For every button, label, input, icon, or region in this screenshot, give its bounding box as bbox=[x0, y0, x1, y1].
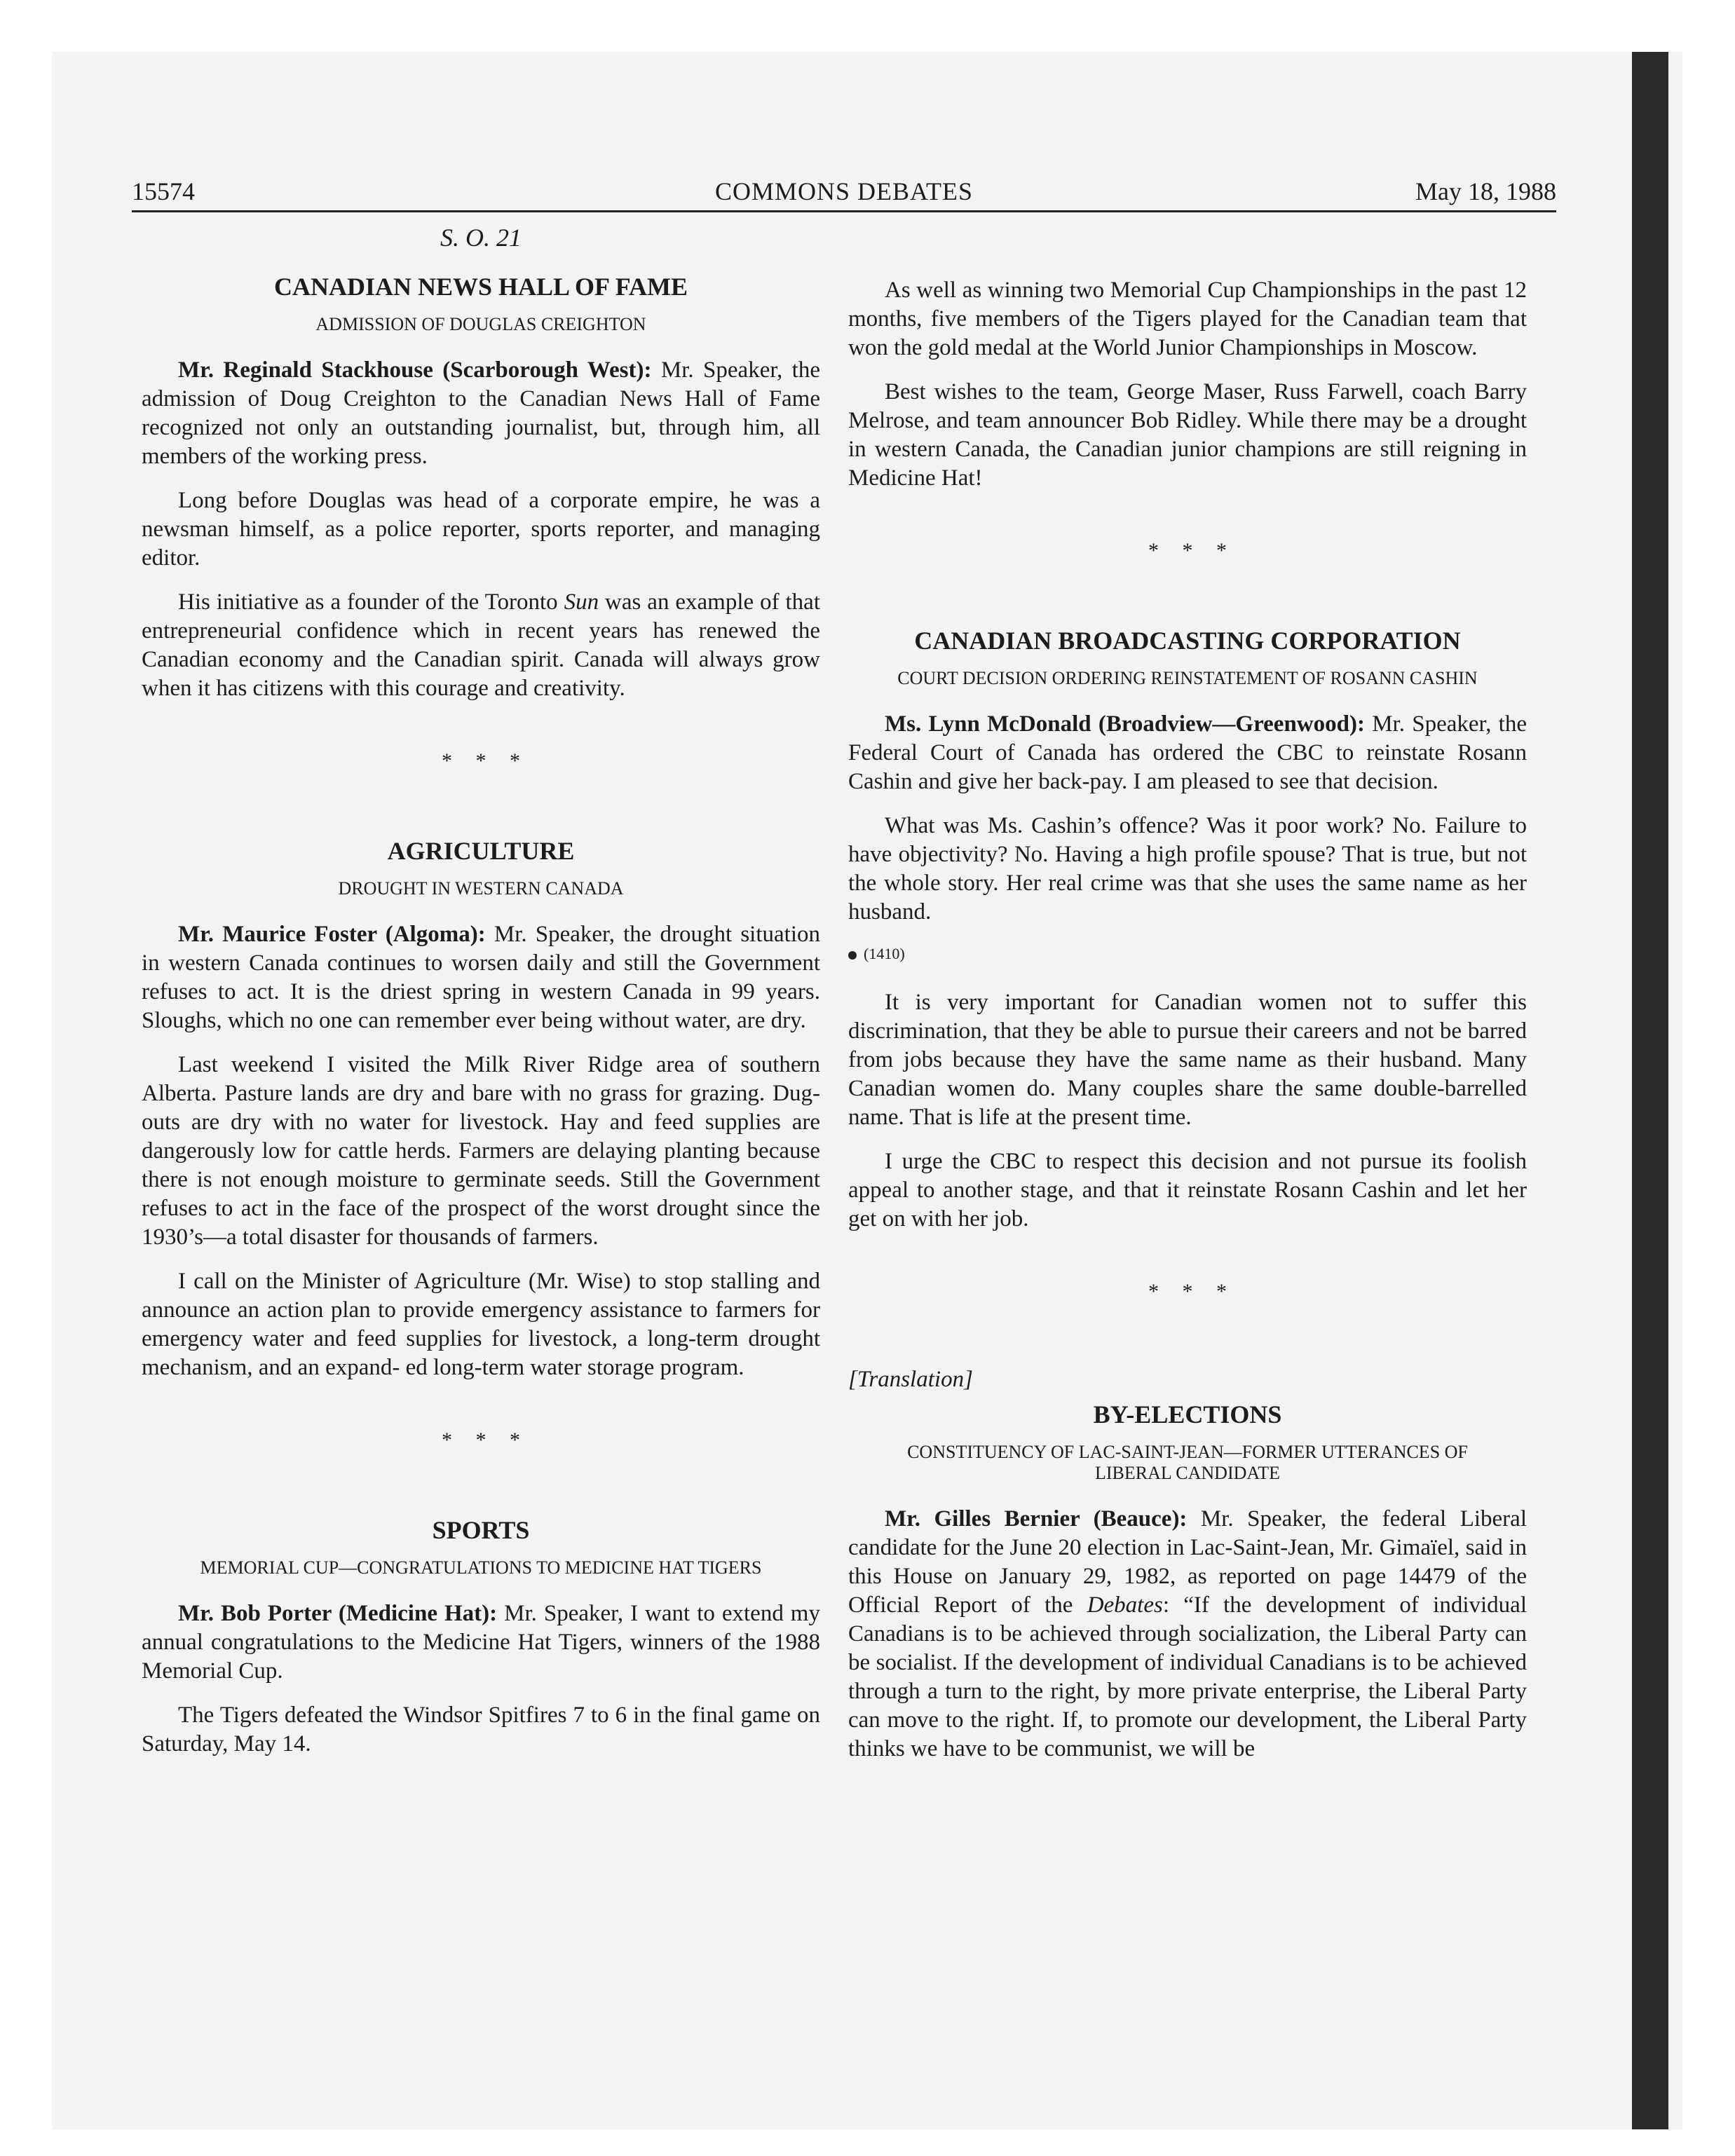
section-divider: * * * bbox=[1148, 1280, 1227, 1303]
heading-news-hall-of-fame: CANADIAN NEWS HALL OF FAME bbox=[273, 273, 688, 301]
speaker-name: Mr. Maurice Foster (Algoma): bbox=[178, 922, 486, 947]
heading-agriculture: AGRICULTURE bbox=[387, 837, 575, 865]
speaker-name: Mr. Bob Porter (Medicine Hat): bbox=[178, 1601, 498, 1626]
publication-title: COMMONS DEBATES bbox=[714, 177, 974, 205]
speaker-name: Ms. Lynn McDonald (Broadview—Greenwood): bbox=[885, 711, 1365, 737]
heading-cbc: CANADIAN BROADCASTING CORPORATION bbox=[914, 627, 1461, 655]
page-date: May 18, 1988 bbox=[1415, 177, 1556, 205]
paragraph: Ms. Lynn McDonald (Broadview—Greenwood): Mr. Speaker, the Federal Court of Canada has ordered the CBC to reinstate Rosann Cashin and give her back-pay. I am pleased to see that decision. bbox=[848, 711, 1527, 794]
section-divider: * * * bbox=[1148, 539, 1227, 562]
paragraph: Mr. Maurice Foster (Algoma): Mr. Speaker, the drought situation in western Canada continues to worsen daily and still the Government refuses to act. It is the driest spring in western Canada in 99 years. Sloughs, which no one can remember ever being without water, are dry. bbox=[142, 922, 820, 1033]
heading-sports: SPORTS bbox=[432, 1516, 530, 1544]
paragraph: It is very important for Canadian women not to suffer this discrimination, that they be able to pursue their careers and not be barred from jobs because they have the same name as their husband. Many Canadian women do. Many couples share the same double-barrelled name. That is life at the present time. bbox=[848, 990, 1527, 1130]
section-divider: * * * bbox=[442, 1428, 520, 1452]
paragraph: Last weekend I visited the Milk River Ridge area of southern Alberta. Pasture lands are dry and bare with no grass for grazing. Dug-outs are dry with no water for livestock. Hay and feed supplies are dangerously low for cattle herds. Farmers are delaying planting because there is not enough moisture to germinate seeds. Still the Government refuses to act in the face of the prospect of the worst drought since the 1930’s—a total disaster for thousands of farmers. bbox=[142, 1052, 820, 1250]
time-marker: (1410) bbox=[848, 945, 1527, 963]
section-divider: * * * bbox=[442, 749, 520, 772]
page-header bbox=[132, 174, 1556, 212]
paragraph: Mr. Gilles Bernier (Beauce): Mr. Speaker, the federal Liberal candidate for the June 20 election in Lac-Saint-Jean, Mr. Gimaïel, said in this House on January 29, 1982, as reported on page 14479 of the Official Report of the Debates: “If the development of individual Canadians is to be achieved through socialization, the Liberal Party can be socialist. If the development of individual Canadians is to be achieved through a turn to the right, by more private enterprise, the Liberal Party can move to the right. If, to promote our development, the Liberal Party thinks we have to be communist, we will be bbox=[848, 1506, 1527, 1761]
paragraph: His initiative as a founder of the Toronto Sun was an example of that entrepreneurial confidence which in recent years has renewed the Canadian economy and the Canadian spirit. Canada will always grow when it has citizens with this courage and creativity. bbox=[142, 589, 820, 701]
paragraph: I urge the CBC to respect this decision and not pursue its foolish appeal to another stage, and that it reinstate Rosann Cashin and let her get on with her job. bbox=[848, 1149, 1527, 1231]
standing-order-label: S. O. 21 bbox=[440, 224, 522, 252]
paragraph: I call on the Minister of Agriculture (Mr. Wise) to stop stalling and announce an action plan to provide emergency assistance to farmers for emergency water and feed supplies for livestock, a long-term drought mechanism, and an expand- ed long-term water storage program. bbox=[142, 1269, 820, 1380]
subhead-drought: DROUGHT IN WESTERN CANADA bbox=[338, 878, 624, 899]
right-column bbox=[848, 223, 1527, 1779]
heading-by-elections: BY-ELECTIONS bbox=[1093, 1400, 1282, 1428]
subhead-douglas-creighton: ADMISSION OF DOUGLAS CREIGHTON bbox=[315, 314, 646, 334]
paragraph: Mr. Reginald Stackhouse (Scarborough West): Mr. Speaker, the admission of Doug Creighton to the Canadian News Hall of Fame recognized not only an outstanding journalist, but, through him, all members of the working press. bbox=[142, 357, 820, 469]
paragraph: Long before Douglas was head of a corporate empire, he was a newsman himself, as a police reporter, sports reporter, and managing editor. bbox=[142, 488, 820, 571]
scan-edge-bar bbox=[1632, 52, 1668, 2129]
paragraph: What was Ms. Cashin’s offence? Was it poor work? No. Failure to have objectivity? No. Having a high profile spouse? That is true, but not the whole story. Her real crime was that she uses the same name as her husband. bbox=[848, 813, 1527, 925]
page-number: 15574 bbox=[132, 177, 195, 205]
subhead-rosann-cashin: COURT DECISION ORDERING REINSTATEMENT OF ROSANN CASHIN bbox=[897, 668, 1478, 688]
paragraph: The Tigers defeated the Windsor Spitfires 7 to 6 in the final game on Saturday, May 14. bbox=[142, 1703, 820, 1756]
speaker-name: Mr. Gilles Bernier (Beauce): bbox=[885, 1506, 1188, 1531]
left-column bbox=[142, 223, 820, 1774]
bullet-icon bbox=[848, 951, 857, 960]
paragraph: Mr. Bob Porter (Medicine Hat): Mr. Speaker, I want to extend my annual congratulations to the Medicine Hat Tigers, winners of the 1988 Memorial Cup. bbox=[142, 1601, 820, 1684]
translation-label: [Translation] bbox=[848, 1367, 973, 1392]
paragraph: Best wishes to the team, George Maser, Russ Farwell, coach Barry Melrose, and team announcer Bob Ridley. While there may be a drought in western Canada, the Canadian junior champions are still reigning in Medicine Hat! bbox=[848, 379, 1527, 491]
speaker-name: Mr. Reginald Stackhouse (Scarborough West): bbox=[178, 357, 652, 383]
paragraph: As well as winning two Memorial Cup Championships in the past 12 months, five members of the Tigers played for the Canadian team that won the gold medal at the World Junior Championships in Moscow. bbox=[848, 278, 1527, 360]
subhead-lac-saint-jean: CONSTITUENCY OF LAC-SAINT-JEAN—FORMER UTTERANCES OF LIBERAL CANDIDATE bbox=[907, 1442, 1468, 1483]
subhead-memorial-cup: MEMORIAL CUP—CONGRATULATIONS TO MEDICINE HAT TIGERS bbox=[200, 1557, 762, 1578]
